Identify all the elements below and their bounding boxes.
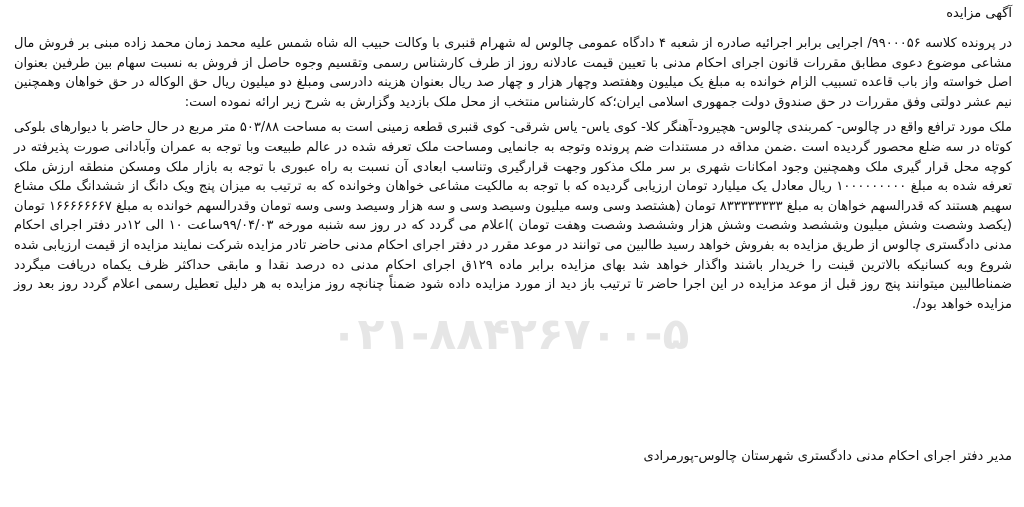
watermark: ۰۲۱-۸۸۴۲۶۷۰۰-۵: [330, 309, 690, 360]
auction-notice: [14, 4, 1012, 503]
notice-paragraph-property: ملک مورد ترافع واقع در چالوس- کمربندی چالوس- هچیرود-آهنگر کلا- کوی یاس- یاس شرقی- کوی قنبری قطعه زمینی است به مساحت ۵۰۳/۸۸ متر مربع در حال حاضر با دیوارهای بلوکی کوتاه در سه ضلع محصور گردیده است .ضمن مداقه در مستندات ضم پرونده وتوجه به جانمایی ومساحت ملک تعرفه شده در عالم طبیعت وبا توجه به عمران وآبادانی صورت پذیرفته در کوچه محل قرار گیری ملک وهمچنین وجود امکانات شهری بر سر ملک مذکور وجهت قرارگیری وتناسب ابعادی آن نسبت به راه عبوری با توجه به بازار ملک ومسکن منطقه ارزش ملک تعرفه شده به مبلغ ۱۰۰۰۰۰۰۰۰۰ ریال معادل یک میلیارد تومان ارزیابی گردیده که با توجه به مالکیت مشاعی خواهان وخوانده که به ترتیب به میزان پنج ویک دانگ از ششدانگ ملک مشاع سهیم هستند که قدرالسهم خواهان به مبلغ ۸۳۳۳۳۳۳۳۳ تومان (هشتصد وسی وسه میلیون وسیصد وسی و سه هزار وسیصد وسی وسه تومان وقدرالسهم خوانده به مبلغ ۱۶۶۶۶۶۶۶۷ تومان (یکصد وشصت وشش میلیون وششصد وشصت وشش هزار وششصد وشصت وهفت تومان )اعلام می گردد که در روز سه شنبه مورخه ۹۹/۰۴/۰۳ساعت ۱۰ الی ۱۲در دفتر اجرای احکام مدنی دادگستری چالوس از طریق مزایده به بفروش خواهد رسید طالبین می توانند در موعد مقرر در دفتر اجرای احکام مدنی حاضر تادر مزایده شرکت نمایند مزایده از قیمت ارزیابی شده شروع وبه کسانیکه بالاترین قینت را خریدار باشند واگذار خواهد شد بهای مزایده برابر ماده ۱۲۹ق اجرای احکام مدنی ده درصد نقدا و مابقی حداکثر ظرف یکماه دریافت میگردد ضمناطالبین میتوانند پنج روز قبل از موعد مزایده در این اجرا حاضر تا ترتیب باز دید از مورد مزایده داده شود ضمناً چنانچه روز مزایده به هر دلیل تعطیل رسمی اعلام گردد روز بعد روز مزایده خواهد بود/.: [14, 120, 1013, 312]
notice-paragraph-case: در پرونده کلاسه ۹۹۰۰۰۵۶/ اجرایی برابر اجرائیه صادره از شعبه ۴ دادگاه عمومی چالوس له شهرام قنبری با وکالت حبیب اله شاه شمس علیه محمد زمان محمد زاده مبنی بر فروش مال مشاعی موضوع دعوی مطابق مقررات قانون اجرای احکام مدنی با تعیین قیمت عادلانه روز از طرف کارشناس رسمی وتقسیم وجوه حاصل از فروش به نسبت سهام بین طرفین بعنوان اصل خواسته واز باب قاعده تسبیب الزام خوانده به مبلغ یک میلیون وهفتصد وچهار هزار و چهار صد ریال بعنوان هزینه دادرسی ومبلغ دو میلیون ریال حق الوکاله در حق خواهان وهمچنین نیم عشر دولتی وفق مقررات در حق صندوق دولت جمهوری اسلامی ایران؛که کارشناس منتخب از محل ملک بازدید وگزارش به شرح زیر ارائه نموده است:: [14, 36, 1013, 110]
notice-signature: مدیر دفتر اجرای احکام مدنی دادگستری شهرستان چالوس-پورمرادی: [643, 449, 1012, 464]
notice-title: آگهی مزایده: [946, 6, 1012, 21]
